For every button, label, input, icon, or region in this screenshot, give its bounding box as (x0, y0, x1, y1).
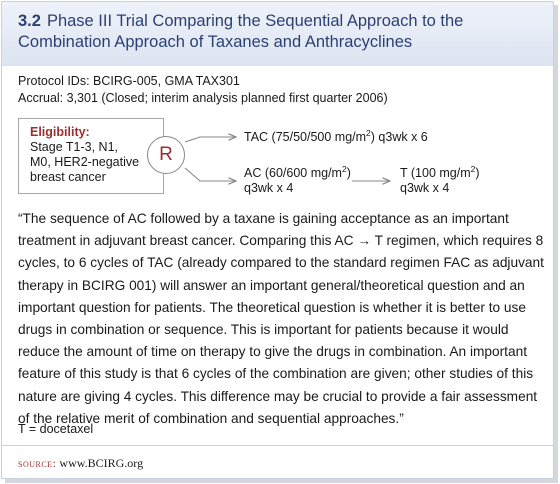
randomization-circle: R (147, 136, 185, 174)
arrow-to-tac (185, 137, 236, 142)
source-line (18, 456, 143, 471)
arm-ac: AC (60/600 $mg/m^2$) q3wk x 4 (244, 163, 351, 195)
arrow-to-ac (185, 168, 236, 181)
source-label: source: (18, 456, 57, 470)
protocol-ids: Protocol IDs: BCIRG-005, GMA TAX301 (18, 74, 240, 88)
eligibility-line: breast cancer (30, 170, 106, 184)
arm-t: T (100 $mg/m^2$) q3wk x 4 (400, 163, 480, 195)
footnote: T = docetaxel (18, 422, 94, 436)
eligibility-title: Eligibility: (30, 125, 90, 139)
accrual-line: Accrual: 3,301 (Closed; interim analysis planned first quarter 2006) (18, 91, 388, 105)
quote-paragraph: “The sequence of AC followed by a taxane is gaining acceptance as an important treatment in adjuvant breast cancer. Comparing this AC → T regimen, which requires 8 cycles, to 6 cycles of TAC (already compared to the standard regimen FAC as adjuvant therapy in BCIRG 001) will answer an important general/theoretical question and an important question for patients. The theoretical question is whether it is better to use drugs in combination or sequence. This is important for patients because it would reduce the amount of time on therapy to give the drugs in combination. An important feature of this study is that 6 cycles of the combination are given; other studies of this nature are giving 4 cycles. This difference may be crucial to provide a fair assessment of the relative merit of combination and sequential approaches.” (18, 211, 544, 426)
trial-card (1, 1, 554, 479)
arm-tac: TAC (75/50/500 $mg/m^2$) q3wk x 6 (244, 127, 428, 144)
eligibility-line: Stage T1-3, N1, (30, 140, 119, 154)
eligibility-box (18, 118, 164, 194)
section-number: 3.2 (18, 12, 41, 30)
source-url: www.BCIRG.org (59, 456, 144, 470)
eligibility-line: M0, HER2-negative (30, 155, 140, 169)
title-text: Phase III Trial Comparing the Sequential Approach to the Combination Approach of Taxanes and Anthracyclines (18, 12, 464, 51)
divider (2, 445, 553, 446)
arrow-icon: → (357, 233, 372, 249)
